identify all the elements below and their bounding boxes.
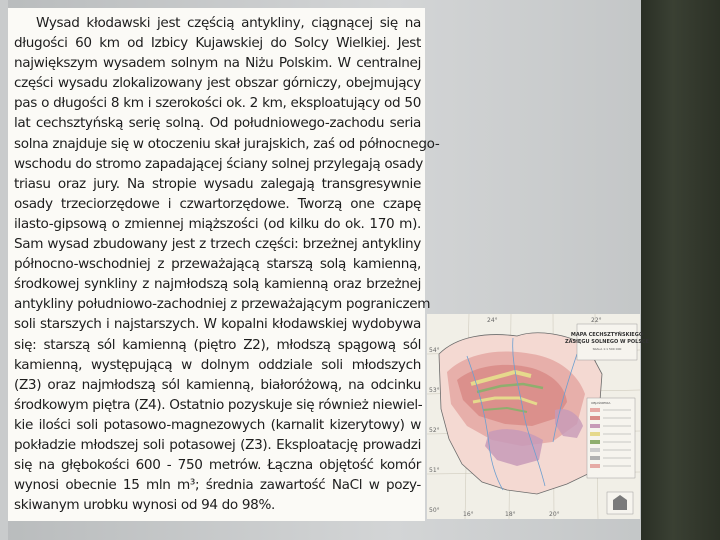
map-title-line1: MAPA CECHSZTYŃSKIEGO [570, 332, 644, 338]
paragraph-line: północno-wschodniej z przeważającą starszą solą kamienną, [14, 256, 421, 273]
paragraph-line: pas o długości 8 km i szerokości ok. 2 km, eksploatujący od 50 [14, 95, 421, 112]
lat-label: 50° [429, 507, 440, 514]
paragraph-line: soli starszych i najstarszych. W kopalni kłodawskiej wydobywa [14, 316, 421, 333]
paragraph-line: się na głębokości 600 - 750 metrów. Łączna objętość komór [14, 457, 421, 474]
paragraph-line: długości 60 km od Izbicy Kujawskiej do Solcy Wielkiej. Jest [14, 35, 421, 52]
paragraph-line: części wysadu zlokalizowany jest obszar górniczy, obejmujący [14, 75, 421, 92]
paragraph-line: lat cechsztyńską serię solną. Od południowego-zachodu seria [14, 115, 421, 132]
lon-label: 18° [505, 511, 516, 518]
lat-label: 54° [429, 347, 440, 354]
lat-label: 51° [429, 467, 440, 474]
paragraph-line: wschodu do stromo zapadającej ściany solnej przylegają osady [14, 155, 423, 172]
paragraph-line: największym wysadem solnym na Niżu Polskim. W centralnej [14, 55, 421, 72]
paragraph-line: antykliny południowo-zachodniej z przeważającym pograniczem [14, 296, 431, 313]
lon-label: 24° [487, 317, 498, 324]
paragraph-line: (Z3) oraz najmłodszą sól kamienną, białoróżową, na odcinku [14, 376, 421, 393]
paragraph-line: środkowej synkliny z najmłodszą solą kamienną oraz brzeżnej [14, 276, 421, 293]
paragraph-line: kie ilości soli potasowo-magnezowych (karnalit kizerytowy) w [14, 416, 421, 433]
map-graphic [427, 314, 650, 519]
paragraph-line: pokładzie młodszej soli potasowej (Z3). Eksploatację prowadzi [14, 436, 421, 453]
lat-label: 53° [429, 387, 440, 394]
lon-label: 22° [591, 317, 602, 324]
paragraph-line: triasu oraz jury. Na stropie wysadu zalegają transgresywnie [14, 175, 421, 192]
paragraph-line: solna znajduje się w otoczeniu skał jurajskich, zaś od północnego- [14, 135, 440, 152]
paragraph-line: osady trzeciorzędowe i czwartorzędowe. Tworzą one czapę [14, 195, 421, 212]
map-scale: SKALA 1:1 500 000 [592, 347, 622, 351]
lon-label: 20° [549, 511, 560, 518]
paragraph-line: kamienną, występującą w dolnym oddziale soli młodszych [14, 356, 421, 373]
paragraph-line: Sam wysad zbudowany jest z trzech części: brzeżnej antykliny [14, 236, 421, 253]
lon-label: 16° [463, 511, 474, 518]
paragraph-line: Wysad kłodawski jest częścią antykliny, ciągnącej się na [36, 15, 421, 31]
salt-range-map [427, 314, 650, 519]
paragraph-line: skiwanym urobku wynosi od 94 do 98%. [14, 497, 276, 514]
paragraph-line: środkowym piętra (Z4). Ostatnio pozyskuje się również niewiel- [14, 396, 423, 413]
paragraph-line: wynosi obecnie 15 mln m³; średnia zawartość NaCl w pozy- [14, 477, 421, 494]
map-title-line2: ZASIĘGU SOLNEGO W POLSCE [564, 339, 650, 345]
slide-right-band [641, 0, 720, 540]
lat-label: 52° [429, 427, 440, 434]
slide-left-strip [0, 0, 8, 540]
paragraph-line: ilasto-gipsową o zmiennej miąższości (od kilku do ok. 170 m). [14, 215, 421, 232]
map-legend-header: OBJAŚNIENIA [591, 401, 611, 405]
paragraph-line: się: starszą sól kamienną (piętro Z2), młodszą spągową sól [14, 336, 421, 353]
